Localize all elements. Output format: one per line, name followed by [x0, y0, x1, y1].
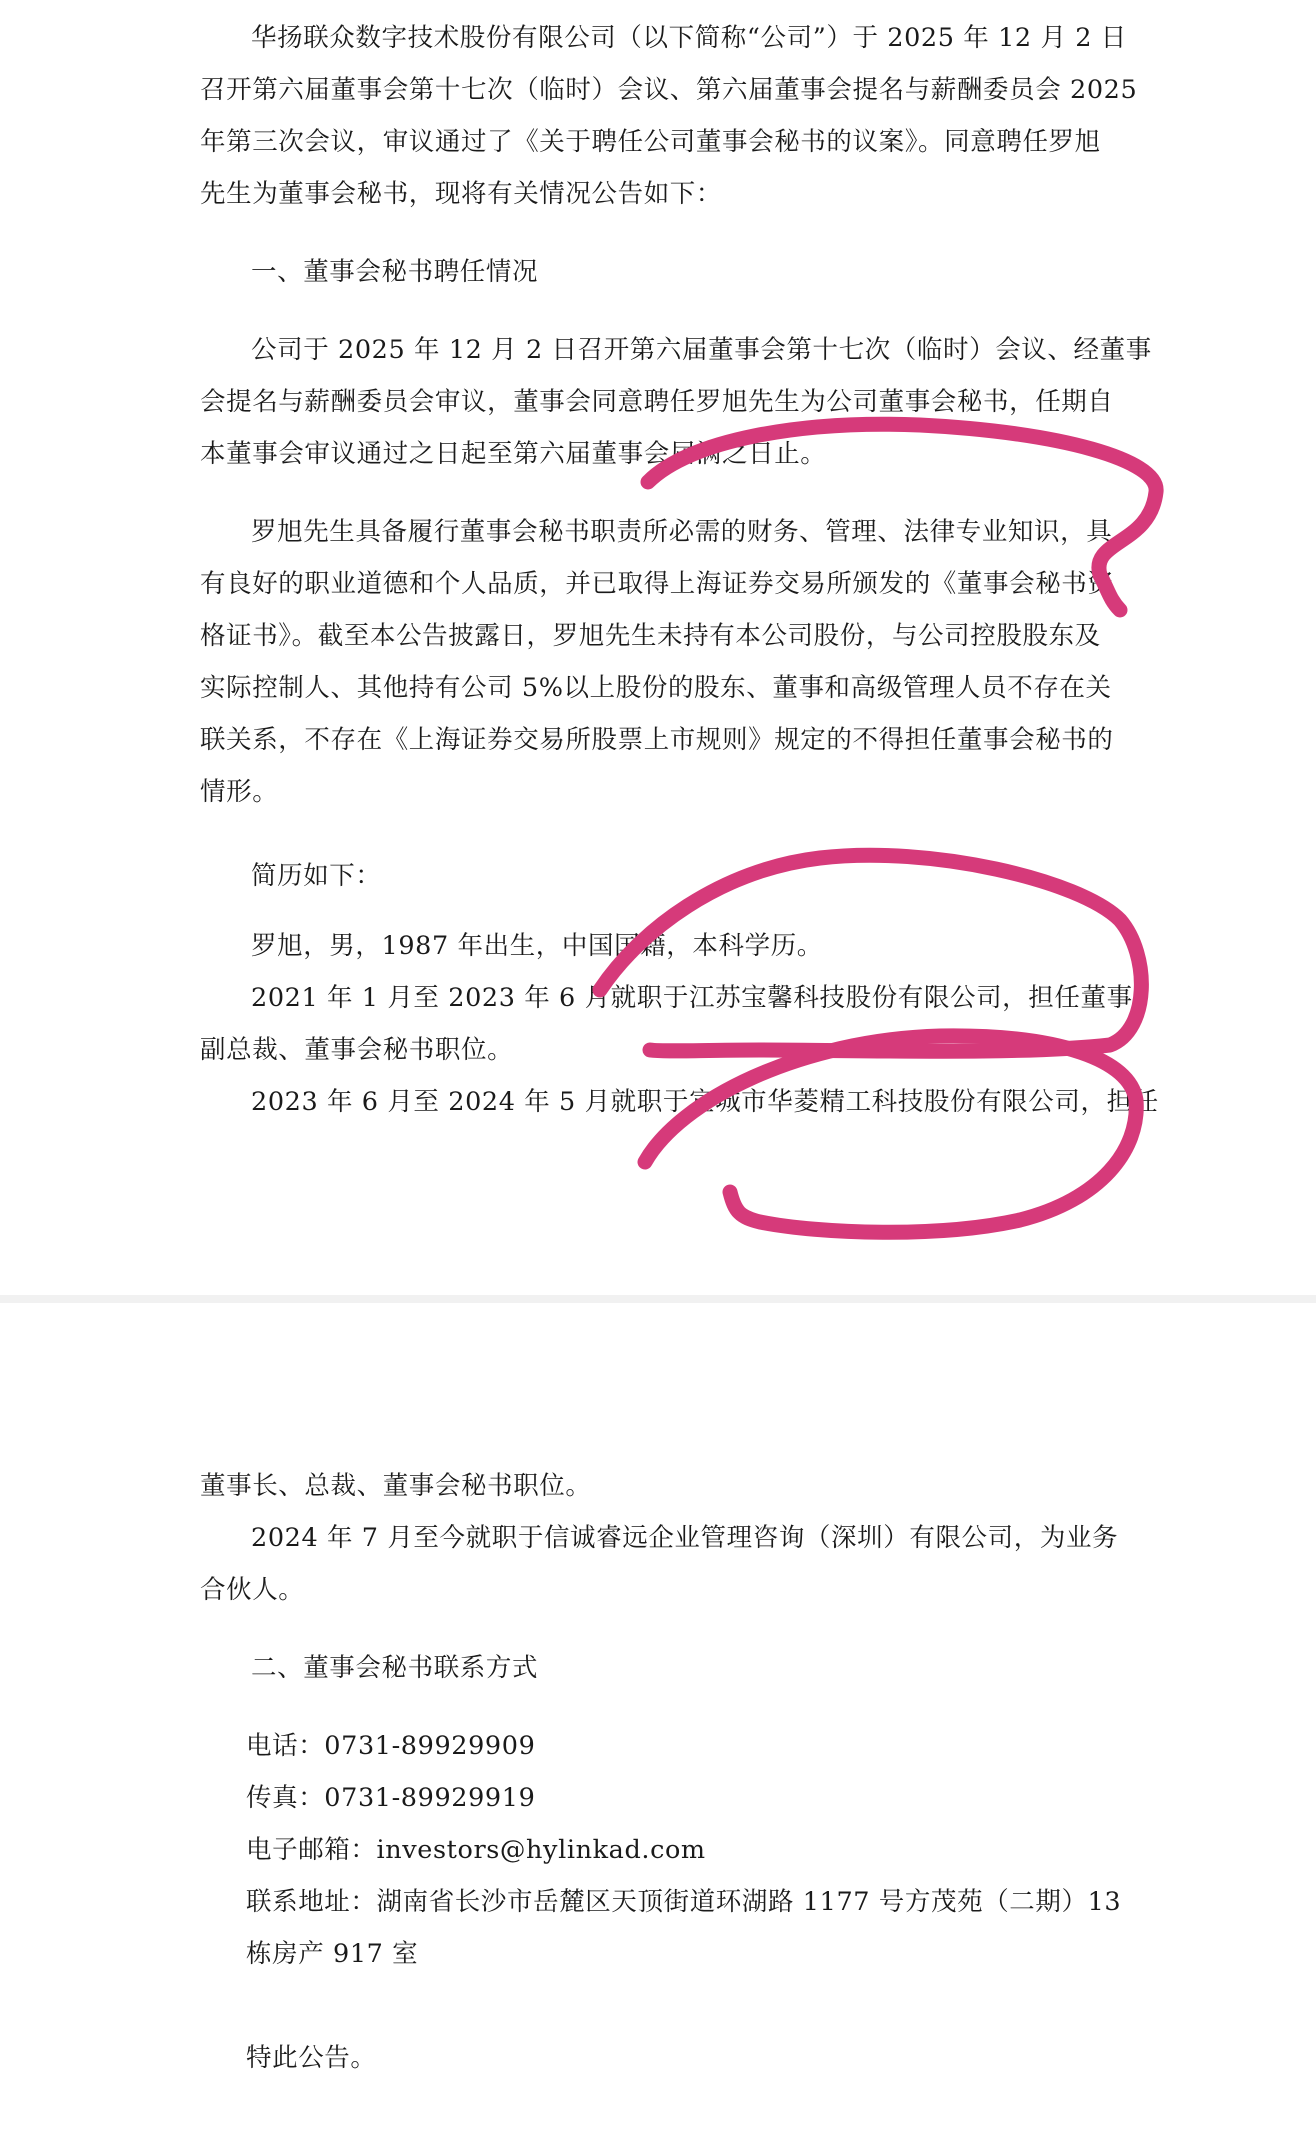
contact-email: 电子邮箱：investors@hylinkad.com — [246, 1835, 706, 1865]
paragraph-line: 公司于 2025 年 12 月 2 日召开第六届董事会第十七次（临时）会议、经董事 — [251, 335, 1152, 365]
paragraph-line: 联关系，不存在《上海证券交易所股票上市规则》规定的不得担任董事会秘书的 — [200, 725, 1114, 755]
scribble-stroke-3 — [645, 1036, 1136, 1232]
resume-line: 2024 年 7 月至今就职于信诚睿远企业管理咨询（深圳）有限公司，为业务 — [251, 1523, 1119, 1553]
contact-fax: 传真：0731-89929919 — [246, 1783, 536, 1813]
paragraph-line: 实际控制人、其他持有公司 5%以上股份的股东、董事和高级管理人员不存在关 — [200, 673, 1112, 703]
contact-phone: 电话：0731-89929909 — [246, 1731, 536, 1761]
section-heading: 二、董事会秘书联系方式 — [251, 1653, 539, 1683]
contact-address: 栋房产 917 室 — [246, 1939, 419, 1969]
resume-heading: 简历如下： — [251, 861, 382, 891]
intro-line: 先生为董事会秘书，现将有关情况公告如下： — [200, 179, 723, 209]
intro-line: 年第三次会议，审议通过了《关于聘任公司董事会秘书的议案》。同意聘任罗旭 — [200, 127, 1101, 157]
paragraph-line: 本董事会审议通过之日起至第六届董事会届满之日止。 — [200, 439, 827, 469]
resume-line: 副总裁、董事会秘书职位。 — [200, 1035, 514, 1065]
paragraph-line: 情形。 — [200, 777, 279, 807]
resume-line: 合伙人。 — [200, 1575, 305, 1605]
resume-line: 2023 年 6 月至 2024 年 5 月就职于宣城市华菱精工科技股份有限公司，担任 — [251, 1087, 1159, 1117]
resume-line: 2021 年 1 月至 2023 年 6 月就职于江苏宝馨科技股份有限公司，担任董事、 — [251, 983, 1159, 1013]
paragraph-line: 格证书》。截至本公告披露日，罗旭先生未持有本公司股份，与公司控股股东及 — [200, 621, 1101, 651]
paragraph-line: 罗旭先生具备履行董事会秘书职责所必需的财务、管理、法律专业知识，具 — [251, 517, 1113, 547]
section-heading: 一、董事会秘书聘任情况 — [251, 257, 539, 287]
paragraph-line: 会提名与薪酬委员会审议，董事会同意聘任罗旭先生为公司董事会秘书，任期自 — [200, 387, 1114, 417]
paragraph-line: 有良好的职业道德和个人品质，并已取得上海证券交易所颁发的《董事会秘书资 — [200, 569, 1114, 599]
intro-line: 华扬联众数字技术股份有限公司（以下简称“公司”）于 2025 年 12 月 2 日 — [251, 23, 1127, 53]
resume-line: 罗旭，男，1987 年出生，中国国籍，本科学历。 — [251, 931, 823, 961]
closing-text: 特此公告。 — [246, 2043, 377, 2073]
resume-line: 董事长、总裁、董事会秘书职位。 — [200, 1471, 592, 1501]
intro-line: 召开第六届董事会第十七次（临时）会议、第六届董事会提名与薪酬委员会 2025 — [200, 75, 1138, 105]
contact-address: 联系地址：湖南省长沙市岳麓区天顶街道环湖路 1177 号方茂苑（二期）13 — [246, 1887, 1122, 1917]
page-separator — [0, 1295, 1316, 1303]
